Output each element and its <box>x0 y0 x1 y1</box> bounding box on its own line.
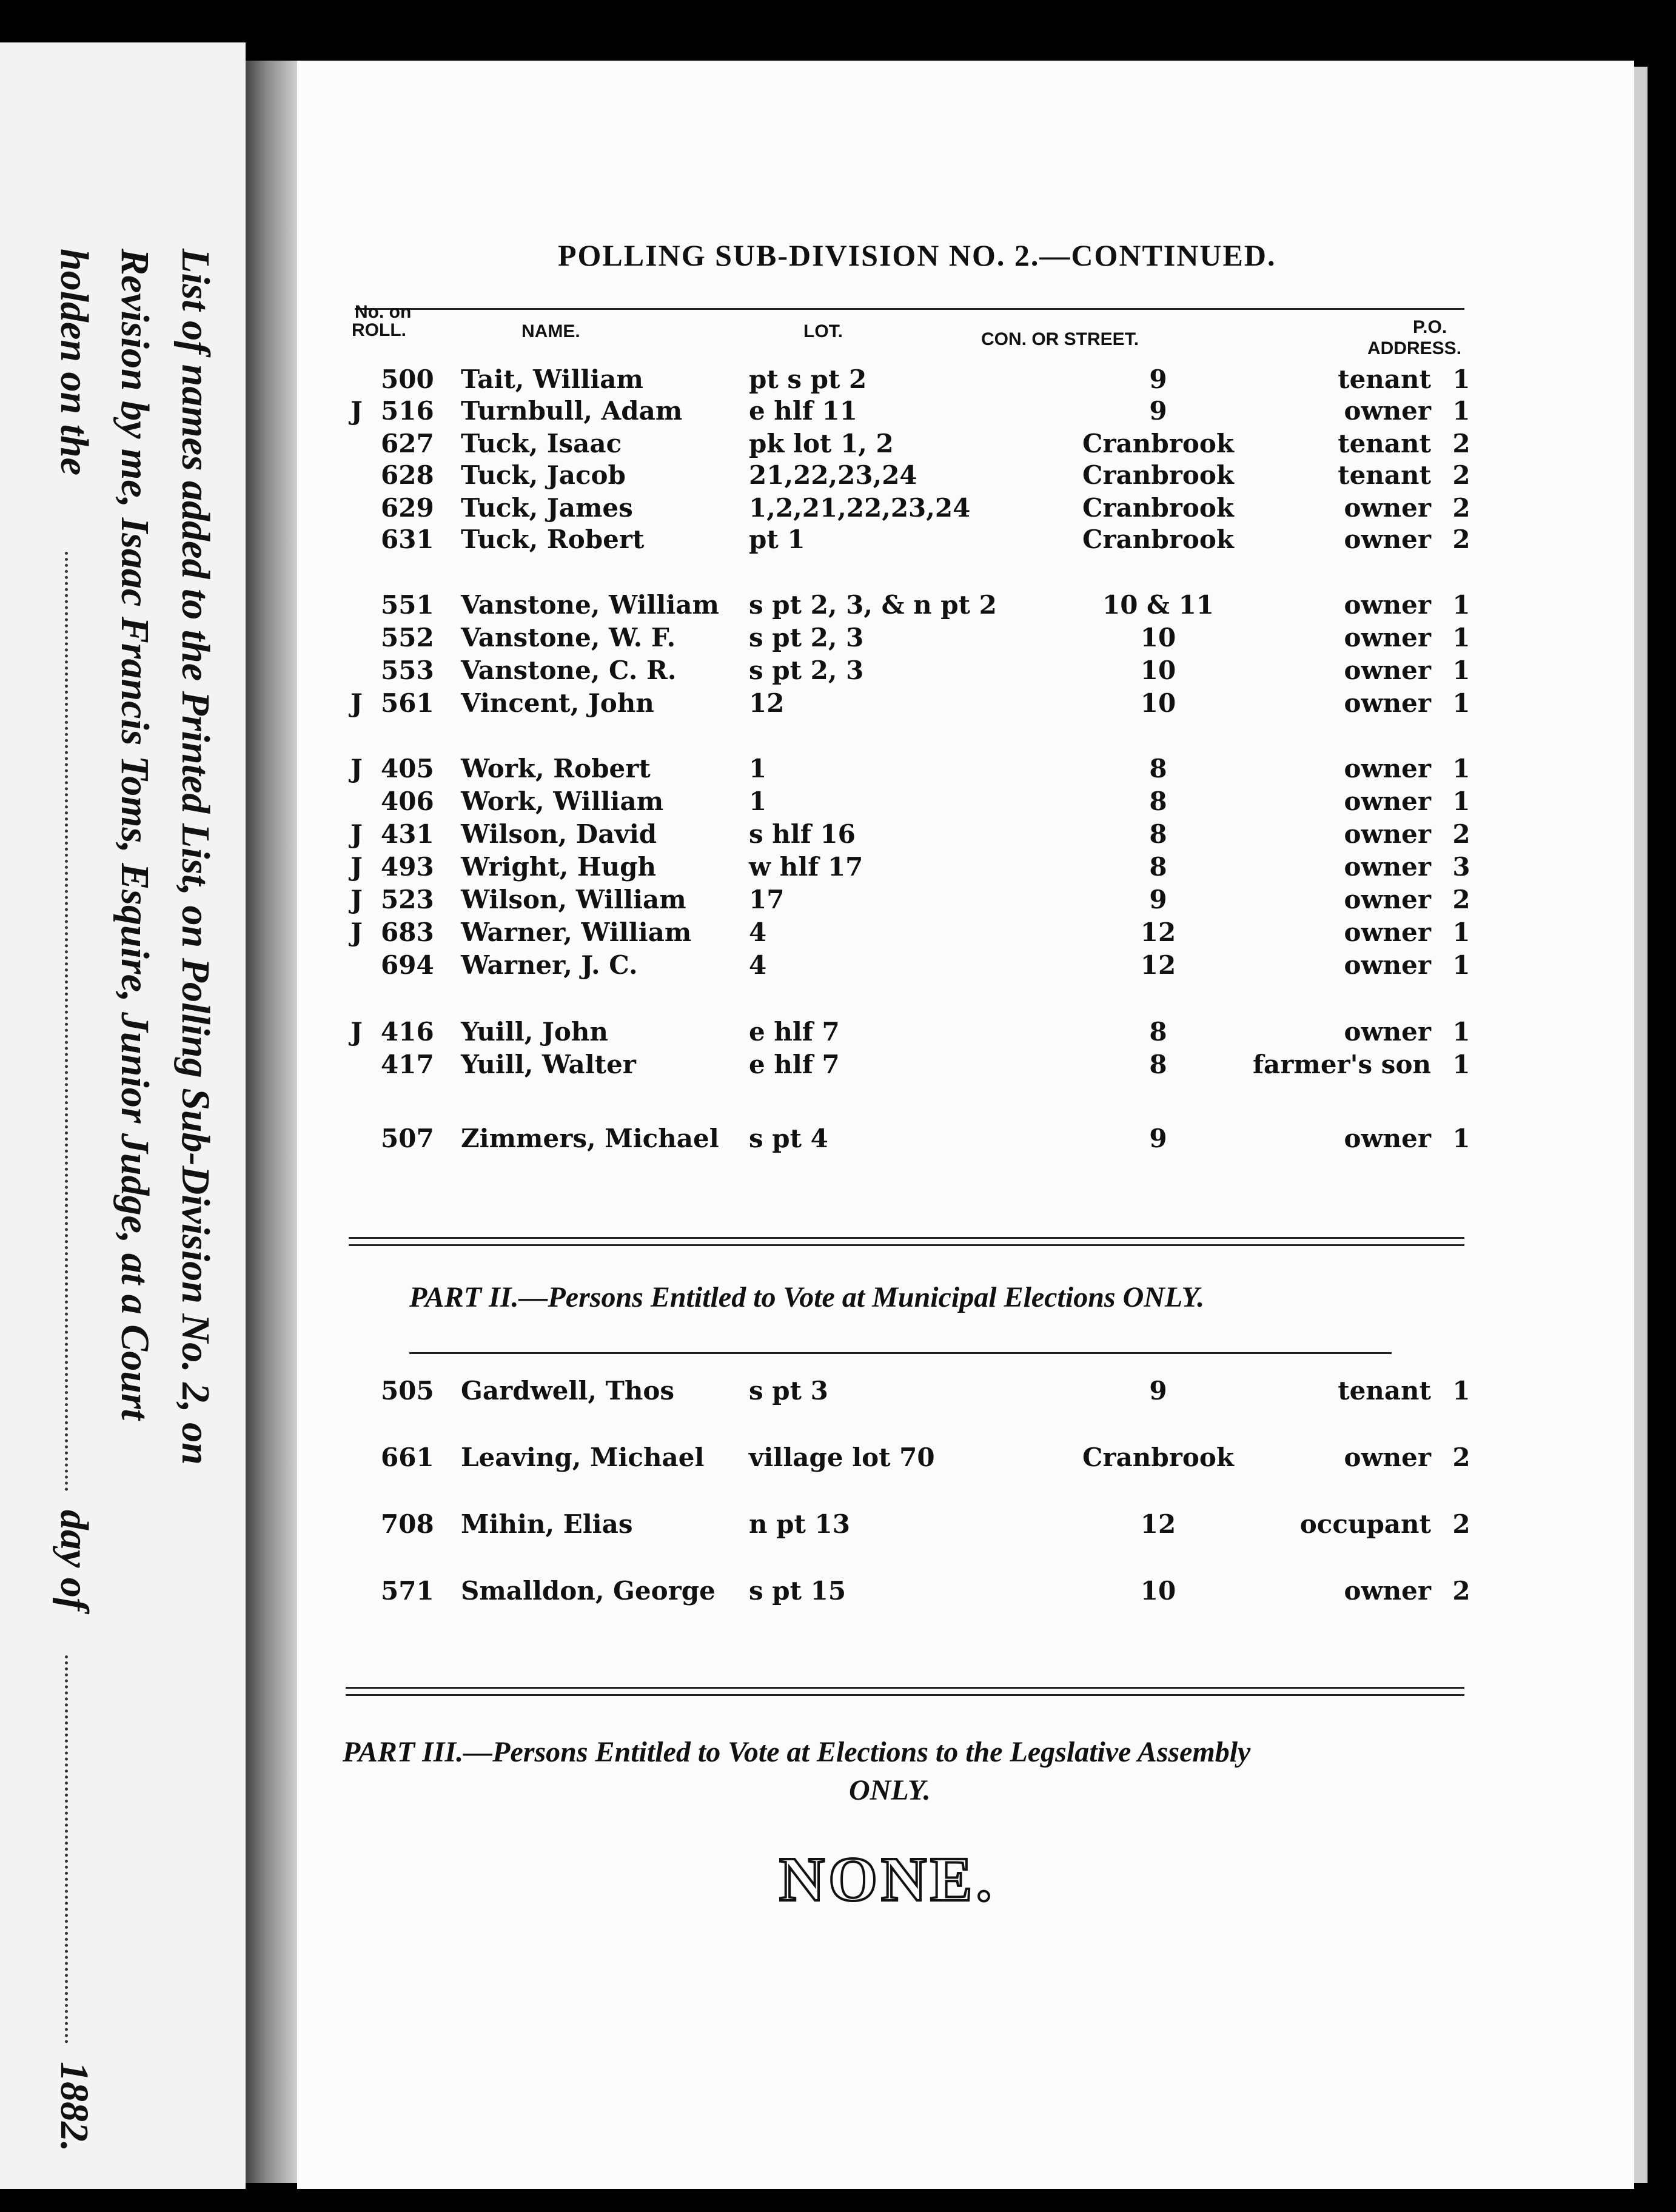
voter-status: farmer's son <box>1252 1050 1431 1079</box>
concession-or-street: 8 <box>1149 819 1167 849</box>
voter-flag: J <box>350 688 363 718</box>
voter-name: Vanstone, C. R. <box>461 655 677 685</box>
concession-or-street: 10 <box>1140 1576 1176 1606</box>
voter-row <box>0 1442 1676 1473</box>
roll-number: 683 <box>381 917 434 947</box>
voter-row <box>0 1123 1676 1155</box>
voter-flag: J <box>350 819 363 849</box>
voter-status: owner <box>1344 1576 1431 1606</box>
po-address: 1 <box>1452 1376 1470 1406</box>
voter-name: Tuck, Robert <box>461 525 645 554</box>
voter-flag: J <box>350 754 363 783</box>
voter-row <box>0 524 1676 555</box>
lot: village lot 70 <box>749 1443 935 1472</box>
po-address: 2 <box>1452 525 1470 554</box>
part2-rule-bottom <box>409 1352 1392 1354</box>
voter-name: Yuill, Walter <box>461 1050 636 1079</box>
voter-status: tenant <box>1338 460 1431 490</box>
roll-number: 708 <box>381 1509 434 1539</box>
voter-name: Smalldon, George <box>461 1576 716 1606</box>
concession-or-street: 10 & 11 <box>1102 590 1215 620</box>
concession-or-street: Cranbrook <box>1082 1443 1234 1472</box>
lot: s pt 2, 3 <box>749 655 864 685</box>
voter-status: owner <box>1344 525 1431 554</box>
concession-or-street: Cranbrook <box>1082 429 1234 458</box>
voter-status: owner <box>1344 754 1431 783</box>
voter-status: owner <box>1344 396 1431 426</box>
voter-status: tenant <box>1338 429 1431 458</box>
voter-status: owner <box>1344 493 1431 523</box>
lot: s hlf 16 <box>749 819 856 849</box>
voter-row <box>0 622 1676 654</box>
voter-name: Leaving, Michael <box>461 1443 705 1472</box>
voter-status: owner <box>1344 917 1431 947</box>
po-address: 1 <box>1452 1124 1470 1153</box>
voter-name: Turnbull, Adam <box>461 396 683 426</box>
lot: 1 <box>749 754 767 783</box>
roll-number: 500 <box>381 364 434 394</box>
roll-number: 406 <box>381 786 434 816</box>
part3-rule-top-b <box>346 1694 1464 1696</box>
voter-name: Tuck, Isaac <box>461 429 622 458</box>
po-address: 1 <box>1452 917 1470 947</box>
voter-flag: J <box>350 396 363 426</box>
po-address: 1 <box>1452 396 1470 426</box>
lot: 12 <box>749 688 785 718</box>
lot: s pt 4 <box>749 1124 828 1153</box>
po-address: 1 <box>1452 590 1470 620</box>
concession-or-street: 8 <box>1149 852 1167 882</box>
voter-row <box>0 917 1676 948</box>
voter-name: Yuill, John <box>461 1017 608 1047</box>
voter-name: Wright, Hugh <box>461 852 657 882</box>
po-address: 2 <box>1452 493 1470 523</box>
voter-name: Vincent, John <box>461 688 654 718</box>
voter-flag: J <box>350 917 363 947</box>
voter-status: owner <box>1344 1443 1431 1472</box>
concession-or-street: 10 <box>1140 688 1176 718</box>
voter-status: owner <box>1344 786 1431 816</box>
voter-row <box>0 492 1676 524</box>
roll-number: 507 <box>381 1124 434 1153</box>
po-address: 3 <box>1452 852 1470 882</box>
voter-row <box>0 688 1676 719</box>
roll-number: 694 <box>381 950 434 980</box>
roll-number: 416 <box>381 1017 434 1047</box>
concession-or-street: Cranbrook <box>1082 460 1234 490</box>
concession-or-street: Cranbrook <box>1082 493 1234 523</box>
voter-name: Vanstone, W. F. <box>461 623 676 652</box>
part3-rule-top-a <box>346 1687 1464 1689</box>
po-address: 1 <box>1452 655 1470 685</box>
part2-rule-top-b <box>349 1244 1464 1246</box>
heading-rule <box>355 308 1464 310</box>
po-address: 1 <box>1452 754 1470 783</box>
voter-flag: J <box>350 852 363 882</box>
concession-or-street: 9 <box>1149 885 1167 914</box>
voter-name: Work, William <box>461 786 664 816</box>
voter-row <box>0 589 1676 621</box>
roll-number: 505 <box>381 1376 434 1406</box>
voter-name: Warner, William <box>461 917 692 947</box>
roll-number: 405 <box>381 754 434 783</box>
po-address: 2 <box>1452 819 1470 849</box>
concession-or-street: 8 <box>1149 1050 1167 1079</box>
voter-row <box>0 655 1676 686</box>
voter-status: occupant <box>1299 1509 1431 1539</box>
roll-number: 516 <box>381 396 434 426</box>
po-address: 2 <box>1452 460 1470 490</box>
voter-row <box>0 851 1676 883</box>
lot: pt 1 <box>749 525 805 554</box>
po-address: 1 <box>1452 950 1470 980</box>
concession-or-street: 9 <box>1149 364 1167 394</box>
voter-row <box>0 884 1676 916</box>
lot: s pt 15 <box>749 1576 846 1606</box>
revision-note-line-1: List of names added to the Printed List, on Polling Sub-Division No. 2, on <box>173 249 218 1465</box>
voter-row <box>0 950 1676 981</box>
voter-name: Tuck, James <box>461 493 633 523</box>
lot: s pt 3 <box>749 1376 828 1406</box>
roll-number: 628 <box>381 460 434 490</box>
roll-number: 523 <box>381 885 434 914</box>
po-address: 1 <box>1452 623 1470 652</box>
part3-title: PART III.—Persons Entitled to Vote at Elections to the Legslative Assembly <box>343 1736 1251 1768</box>
part2-rule-top-a <box>349 1237 1464 1239</box>
voter-row <box>0 428 1676 460</box>
voter-status: owner <box>1344 688 1431 718</box>
po-address: 2 <box>1452 1576 1470 1606</box>
roll-number: 631 <box>381 525 434 554</box>
roll-number: 561 <box>381 688 434 718</box>
lot: pt s pt 2 <box>749 364 867 394</box>
voter-name: Warner, J. C. <box>461 950 638 980</box>
voter-name: Tuck, Jacob <box>461 460 626 490</box>
roll-number: 553 <box>381 655 434 685</box>
voter-status: tenant <box>1338 1376 1431 1406</box>
roll-number: 493 <box>381 852 434 882</box>
voter-name: Zimmers, Michael <box>461 1124 719 1153</box>
po-address: 2 <box>1452 885 1470 914</box>
voter-flag: J <box>350 885 363 914</box>
voter-status: tenant <box>1338 364 1431 394</box>
roll-number: 431 <box>381 819 434 849</box>
concession-or-street: 10 <box>1140 623 1176 652</box>
concession-or-street: 9 <box>1149 396 1167 426</box>
holden-on-text: holden on the <box>52 249 96 476</box>
lot: e hlf 11 <box>749 396 857 426</box>
voter-row <box>0 1016 1676 1048</box>
po-address: 1 <box>1452 786 1470 816</box>
lot: s pt 2, 3, & n pt 2 <box>749 590 997 620</box>
voter-name: Work, Robert <box>461 754 651 783</box>
po-address: 2 <box>1452 1443 1470 1472</box>
voter-status: owner <box>1344 885 1431 914</box>
voter-name: Wilson, David <box>461 819 657 849</box>
voter-row <box>0 786 1676 817</box>
month-blank <box>65 1655 68 2043</box>
po-address: 2 <box>1452 1509 1470 1539</box>
voter-name: Gardwell, Thos <box>461 1376 675 1406</box>
roll-number: 629 <box>381 493 434 523</box>
po-address: 2 <box>1452 429 1470 458</box>
concession-or-street: 9 <box>1149 1376 1167 1406</box>
lot: s pt 2, 3 <box>749 623 864 652</box>
roll-number: 661 <box>381 1443 434 1472</box>
voter-status: owner <box>1344 819 1431 849</box>
po-address: 1 <box>1452 1017 1470 1047</box>
voter-name: Mihin, Elias <box>461 1509 633 1539</box>
voter-row <box>0 1509 1676 1540</box>
voter-row <box>0 819 1676 850</box>
concession-or-street: 12 <box>1140 950 1176 980</box>
voter-status: owner <box>1344 655 1431 685</box>
roll-number: 627 <box>381 429 434 458</box>
concession-or-street: 8 <box>1149 786 1167 816</box>
concession-or-street: Cranbrook <box>1082 525 1234 554</box>
col-name: NAME. <box>521 321 580 341</box>
lot: w hlf 17 <box>749 852 863 882</box>
col-con: CON. OR STREET. <box>981 329 1139 349</box>
voter-name: Tait, William <box>461 364 643 394</box>
voter-row <box>0 460 1676 491</box>
lot: 21,22,23,24 <box>749 460 917 490</box>
voter-status: owner <box>1344 623 1431 652</box>
voter-name: Wilson, William <box>461 885 686 914</box>
col-po-line1: P.O. <box>1413 317 1447 337</box>
voter-status: owner <box>1344 852 1431 882</box>
revision-note-line-2: Revision by me, Isaac Francis Toms, Esquire, Junior Judge, at a Court <box>113 249 157 1421</box>
roll-number: 417 <box>381 1050 434 1079</box>
voter-row <box>0 395 1676 427</box>
po-address: 1 <box>1452 688 1470 718</box>
concession-or-street: 8 <box>1149 754 1167 783</box>
voter-row <box>0 364 1676 395</box>
lot: pk lot 1, 2 <box>749 429 894 458</box>
roll-number: 552 <box>381 623 434 652</box>
voter-status: owner <box>1344 1017 1431 1047</box>
lot: e hlf 7 <box>749 1017 840 1047</box>
part2-title: PART II.—Persons Entitled to Vote at Municipal Elections ONLY. <box>409 1281 1205 1313</box>
voter-row <box>0 1049 1676 1081</box>
lot: 1,2,21,22,23,24 <box>749 493 971 523</box>
roll-number: 551 <box>381 590 434 620</box>
col-po-line2: ADDRESS. <box>1367 338 1462 358</box>
voter-status: owner <box>1344 590 1431 620</box>
lot: n pt 13 <box>749 1509 850 1539</box>
voter-row <box>0 1375 1676 1407</box>
col-roll-line1: No. on <box>355 302 412 322</box>
year-text: 1882. <box>52 2062 96 2152</box>
col-roll-line2: ROLL. <box>352 320 406 340</box>
concession-or-street: 10 <box>1140 655 1176 685</box>
concession-or-street: 12 <box>1140 1509 1176 1539</box>
voter-status: owner <box>1344 950 1431 980</box>
none-label: NONE. <box>779 1845 996 1914</box>
concession-or-street: 12 <box>1140 917 1176 947</box>
po-address: 1 <box>1452 364 1470 394</box>
voter-status: owner <box>1344 1124 1431 1153</box>
voter-row <box>0 753 1676 785</box>
lot: 4 <box>749 950 767 980</box>
lot: e hlf 7 <box>749 1050 840 1079</box>
po-address: 1 <box>1452 1050 1470 1079</box>
roll-number: 571 <box>381 1576 434 1606</box>
lot: 4 <box>749 917 767 947</box>
lot: 17 <box>749 885 785 914</box>
lot: 1 <box>749 786 767 816</box>
part3-title-only: ONLY. <box>849 1774 931 1806</box>
voter-name: Vanstone, William <box>461 590 719 620</box>
col-lot: LOT. <box>803 321 843 341</box>
concession-or-street: 8 <box>1149 1017 1167 1047</box>
concession-or-street: 9 <box>1149 1124 1167 1153</box>
voter-row <box>0 1575 1676 1607</box>
day-of-text: day of <box>52 1510 96 1611</box>
voter-flag: J <box>350 1017 363 1047</box>
page-heading: POLLING SUB-DIVISION NO. 2.—CONTINUED. <box>558 238 1276 272</box>
